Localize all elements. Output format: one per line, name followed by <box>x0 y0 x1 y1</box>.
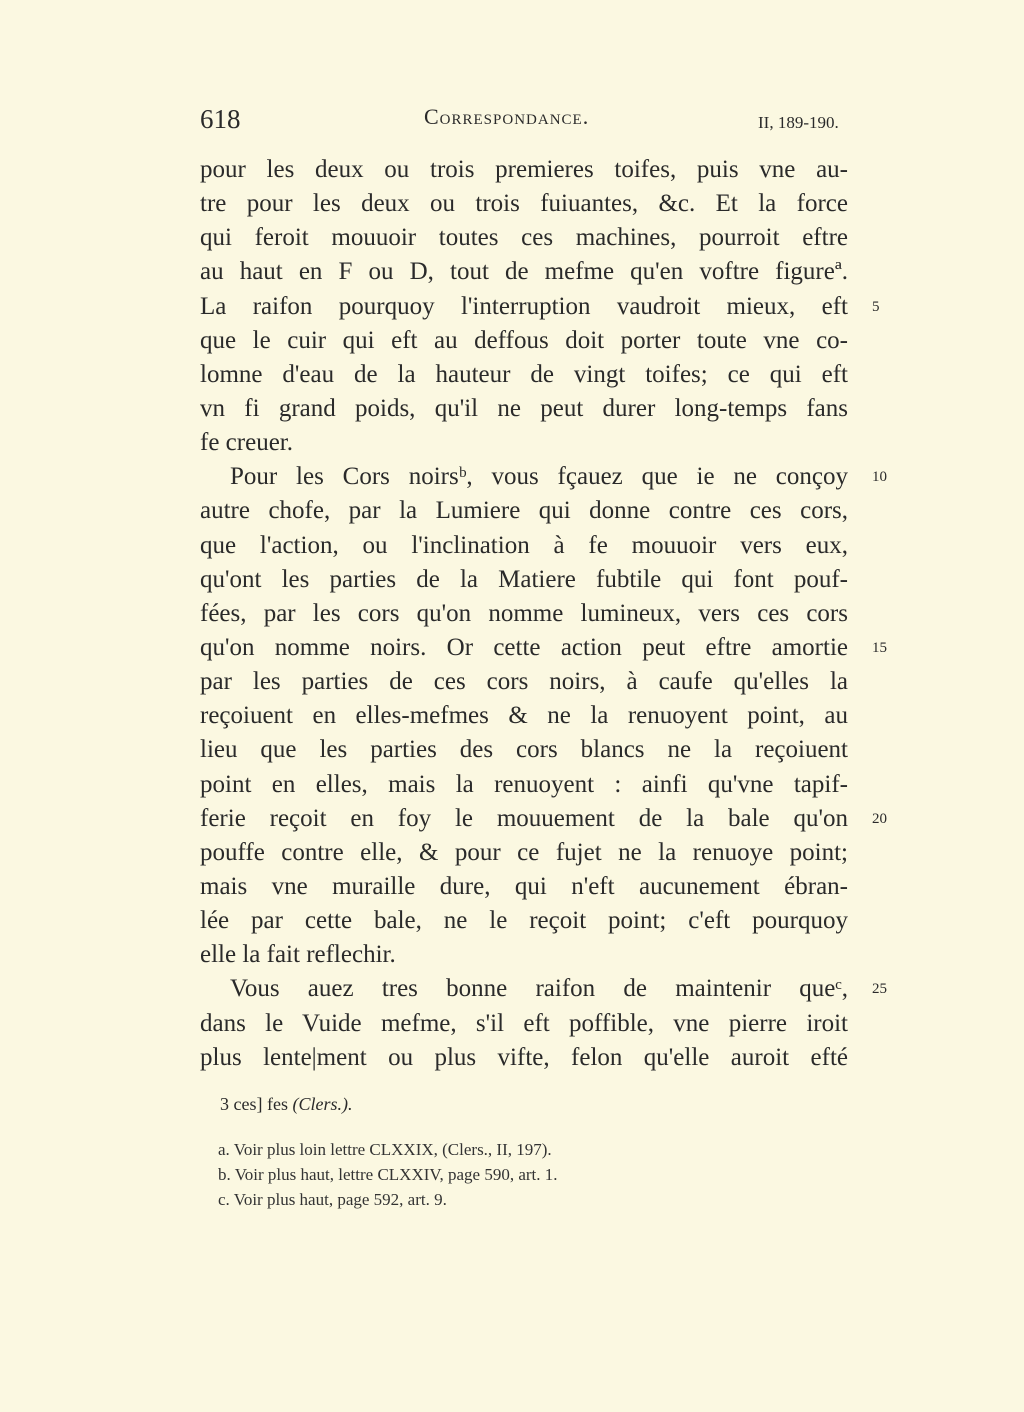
footnote-text: Voir plus loin lettre CLXXIX, (Clers., II, 197). <box>233 1140 552 1159</box>
running-title: Correspondance. <box>424 104 590 129</box>
text-line <box>200 255 848 289</box>
footnote-c <box>218 1190 447 1210</box>
text-line <box>200 221 848 255</box>
line-text: plus lente|ment ou plus vifte, felon qu'elle auroit efté <box>200 1043 848 1071</box>
footnote-text: Voir plus haut, page 592, art. 9. <box>233 1190 447 1209</box>
line-text: reçoiuent en elles-mefmes & ne la renuoyent point, au <box>200 702 848 730</box>
text-line <box>200 768 848 802</box>
line-text: qu'ont les parties de la Matiere fubtile qui font pouf- <box>200 565 848 593</box>
line-text: elle la fait reflechir. <box>200 941 396 969</box>
line-text: vn fi grand poids, qu'il ne peut durer long-temps fans <box>200 394 848 422</box>
text-line <box>200 187 848 221</box>
line-text: autre chofe, par la Lumiere qui donne contre ces cors, <box>200 497 848 525</box>
variant-note <box>220 1094 352 1115</box>
line-text: La raifon pourquoy l'interruption vaudroit mieux, eft <box>200 292 848 320</box>
page-reference: II, 189-190. <box>758 113 839 132</box>
text-line <box>200 733 848 767</box>
line-text: fe creuer. <box>200 429 293 457</box>
text-line <box>200 631 887 665</box>
line-text: lomne d'eau de la hauteur de vingt toifes; ce qui eft <box>200 360 848 388</box>
line-number: 15 <box>872 639 887 656</box>
text-line <box>200 529 848 563</box>
line-text: qui feroit mouuoir toutes ces machines, pourroit eftre <box>200 224 848 252</box>
line-text: tre pour les deux ou trois fuiuantes, &c. Et la force <box>200 190 848 218</box>
line-text: au haut en F ou D, tout de mefme qu'en voftre figureª. <box>200 258 848 286</box>
footnote-text: Voir plus haut, lettre CLXXIV, page 590, art. 1. <box>234 1165 558 1184</box>
text-line <box>200 904 848 938</box>
line-number: 20 <box>872 810 887 827</box>
text-line <box>200 426 848 460</box>
body-text <box>200 153 887 1075</box>
text-line <box>200 392 848 426</box>
line-text: mais vne muraille dure, qui n'eft aucunement ébran- <box>200 872 848 900</box>
text-line <box>200 836 848 870</box>
line-number: 5 <box>872 298 880 315</box>
footnote-b <box>218 1165 558 1185</box>
line-text: par les parties de ces cors noirs, à caufe qu'elles la <box>200 668 848 696</box>
footnote-a <box>218 1140 552 1160</box>
text-line <box>200 290 880 324</box>
text-line <box>200 153 848 187</box>
line-text: qu'on nomme noirs. Or cette action peut eftre amortie <box>200 633 848 661</box>
text-line <box>200 665 848 699</box>
text-line <box>200 699 848 733</box>
text-line <box>200 563 848 597</box>
line-number: 10 <box>872 469 887 486</box>
line-text: pour les deux ou trois premieres toifes, puis vne au- <box>200 156 848 183</box>
line-text: fées, par les cors qu'on nomme lumineux, vers ces cors <box>200 599 848 627</box>
text-line <box>200 1041 848 1075</box>
line-text: lieu que les parties des cors blancs ne la reçoiuent <box>200 736 848 764</box>
line-text: dans le Vuide mefme, s'il eft poffible, vne pierre iroit <box>200 1009 848 1037</box>
text-line <box>200 597 848 631</box>
line-text: pouffe contre elle, & pour ce fujet ne la renuoye point; <box>200 838 848 866</box>
line-text: Pour les Cors noirsᵇ, vous fçauez que ie ne conçoy <box>230 463 848 491</box>
text-line <box>200 324 848 358</box>
line-text: que l'action, ou l'inclination à fe mouuoir vers eux, <box>200 531 848 559</box>
line-text: Vous auez tres bonne raifon de maintenir queᶜ, <box>230 975 848 1003</box>
line-number: 25 <box>872 981 887 998</box>
variant-source: (Clers.). <box>292 1094 353 1114</box>
text-line <box>200 870 848 904</box>
text-line <box>200 972 887 1006</box>
text-line <box>200 802 887 836</box>
footnote-label: a. <box>218 1140 230 1159</box>
text-line <box>200 494 848 528</box>
text-line <box>200 1007 848 1041</box>
footnote-label: c. <box>218 1190 230 1209</box>
footnote-label: b. <box>218 1165 231 1184</box>
text-line <box>200 938 848 972</box>
line-text: que le cuir qui eft au deffous doit porter toute vne co- <box>200 326 848 354</box>
text-line <box>200 358 848 392</box>
line-text: lée par cette bale, ne le reçoit point; c'eft pourquoy <box>200 907 848 935</box>
variant-text: 3 ces] fes <box>220 1094 288 1114</box>
line-text: point en elles, mais la renuoyent : ainfi qu'vne tapif- <box>200 770 848 798</box>
page-number: 618 <box>200 104 241 134</box>
line-text: ferie reçoit en foy le mouuement de la bale qu'on <box>200 804 848 832</box>
text-line <box>200 460 887 494</box>
